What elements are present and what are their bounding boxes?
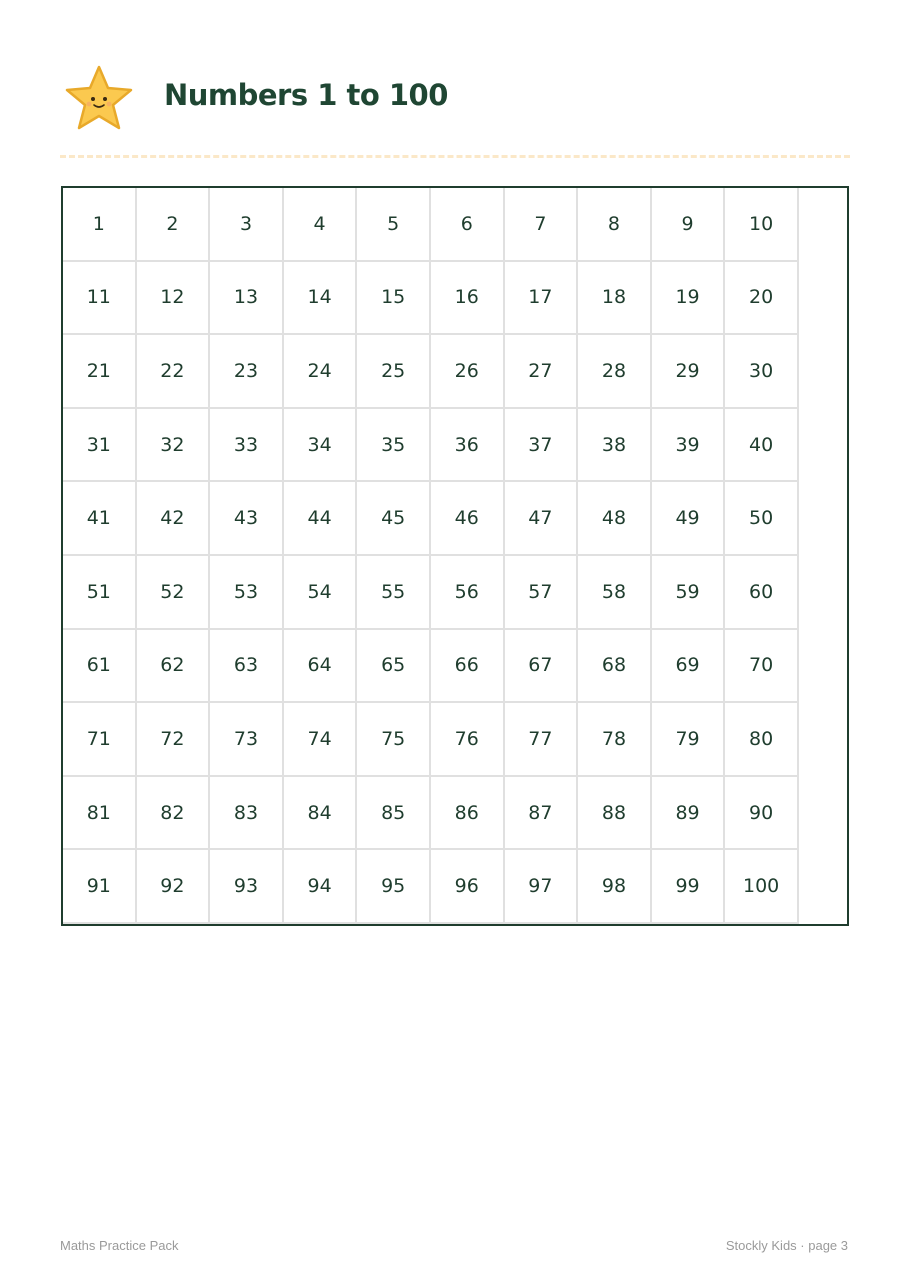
number-cell: 87 <box>505 777 579 851</box>
number-cell: 35 <box>357 409 431 483</box>
number-cell: 41 <box>63 482 137 556</box>
number-cell: 89 <box>652 777 726 851</box>
number-cell: 61 <box>63 630 137 704</box>
number-cell: 30 <box>725 335 799 409</box>
number-cell: 5 <box>357 188 431 262</box>
number-cell: 73 <box>210 703 284 777</box>
number-cell: 82 <box>137 777 211 851</box>
number-cell: 92 <box>137 850 211 924</box>
number-cell: 68 <box>578 630 652 704</box>
footer-page-label: Stockly Kids · page 3 <box>725 1238 848 1253</box>
number-cell: 8 <box>578 188 652 262</box>
number-cell: 81 <box>63 777 137 851</box>
number-cell: 57 <box>505 556 579 630</box>
number-cell: 85 <box>357 777 431 851</box>
number-cell: 39 <box>652 409 726 483</box>
number-cell: 91 <box>63 850 137 924</box>
number-cell: 16 <box>431 262 505 336</box>
number-cell: 55 <box>357 556 431 630</box>
number-cell: 50 <box>725 482 799 556</box>
number-cell: 14 <box>284 262 358 336</box>
number-cell: 74 <box>284 703 358 777</box>
dashed-divider <box>60 155 850 158</box>
number-cell: 2 <box>137 188 211 262</box>
number-cell: 69 <box>652 630 726 704</box>
number-cell: 83 <box>210 777 284 851</box>
number-cell: 10 <box>725 188 799 262</box>
number-cell: 65 <box>357 630 431 704</box>
number-cell: 19 <box>652 262 726 336</box>
number-cell: 99 <box>652 850 726 924</box>
number-cell: 20 <box>725 262 799 336</box>
number-cell: 60 <box>725 556 799 630</box>
number-cell: 11 <box>63 262 137 336</box>
number-cell: 59 <box>652 556 726 630</box>
number-cell: 71 <box>63 703 137 777</box>
number-cell: 4 <box>284 188 358 262</box>
number-cell: 47 <box>505 482 579 556</box>
number-cell: 13 <box>210 262 284 336</box>
number-cell: 52 <box>137 556 211 630</box>
number-cell: 7 <box>505 188 579 262</box>
number-cell: 98 <box>578 850 652 924</box>
number-cell: 93 <box>210 850 284 924</box>
number-cell: 3 <box>210 188 284 262</box>
hundred-chart-frame <box>61 186 849 926</box>
number-cell: 24 <box>284 335 358 409</box>
number-cell: 40 <box>725 409 799 483</box>
number-cell: 44 <box>284 482 358 556</box>
number-cell: 58 <box>578 556 652 630</box>
number-cell: 27 <box>505 335 579 409</box>
number-cell: 49 <box>652 482 726 556</box>
number-cell: 33 <box>210 409 284 483</box>
hundred-chart-grid <box>63 188 799 924</box>
number-cell: 53 <box>210 556 284 630</box>
number-cell: 90 <box>725 777 799 851</box>
number-cell: 42 <box>137 482 211 556</box>
number-cell: 80 <box>725 703 799 777</box>
number-cell: 28 <box>578 335 652 409</box>
number-cell: 45 <box>357 482 431 556</box>
number-cell: 34 <box>284 409 358 483</box>
number-cell: 64 <box>284 630 358 704</box>
number-cell: 66 <box>431 630 505 704</box>
number-cell: 32 <box>137 409 211 483</box>
number-cell: 77 <box>505 703 579 777</box>
number-cell: 31 <box>63 409 137 483</box>
number-cell: 25 <box>357 335 431 409</box>
number-cell: 6 <box>431 188 505 262</box>
number-cell: 56 <box>431 556 505 630</box>
number-cell: 94 <box>284 850 358 924</box>
number-cell: 12 <box>137 262 211 336</box>
number-cell: 37 <box>505 409 579 483</box>
footer-pack-name: Maths Practice Pack <box>60 1238 179 1253</box>
number-cell: 43 <box>210 482 284 556</box>
number-cell: 76 <box>431 703 505 777</box>
number-cell: 95 <box>357 850 431 924</box>
number-cell: 88 <box>578 777 652 851</box>
number-cell: 86 <box>431 777 505 851</box>
number-cell: 18 <box>578 262 652 336</box>
number-cell: 78 <box>578 703 652 777</box>
number-cell: 96 <box>431 850 505 924</box>
number-cell: 70 <box>725 630 799 704</box>
number-cell: 9 <box>652 188 726 262</box>
number-cell: 22 <box>137 335 211 409</box>
number-cell: 36 <box>431 409 505 483</box>
number-cell: 67 <box>505 630 579 704</box>
number-cell: 97 <box>505 850 579 924</box>
smiling-star-icon <box>63 64 135 132</box>
number-cell: 23 <box>210 335 284 409</box>
number-cell: 72 <box>137 703 211 777</box>
number-cell: 1 <box>63 188 137 262</box>
number-cell: 21 <box>63 335 137 409</box>
number-cell: 100 <box>725 850 799 924</box>
number-cell: 54 <box>284 556 358 630</box>
number-cell: 15 <box>357 262 431 336</box>
number-cell: 62 <box>137 630 211 704</box>
number-cell: 63 <box>210 630 284 704</box>
number-cell: 17 <box>505 262 579 336</box>
number-cell: 79 <box>652 703 726 777</box>
number-cell: 29 <box>652 335 726 409</box>
number-cell: 26 <box>431 335 505 409</box>
number-cell: 48 <box>578 482 652 556</box>
number-cell: 38 <box>578 409 652 483</box>
number-cell: 51 <box>63 556 137 630</box>
number-cell: 46 <box>431 482 505 556</box>
number-cell: 84 <box>284 777 358 851</box>
number-cell: 75 <box>357 703 431 777</box>
page-title: Numbers 1 to 100 <box>164 78 448 112</box>
